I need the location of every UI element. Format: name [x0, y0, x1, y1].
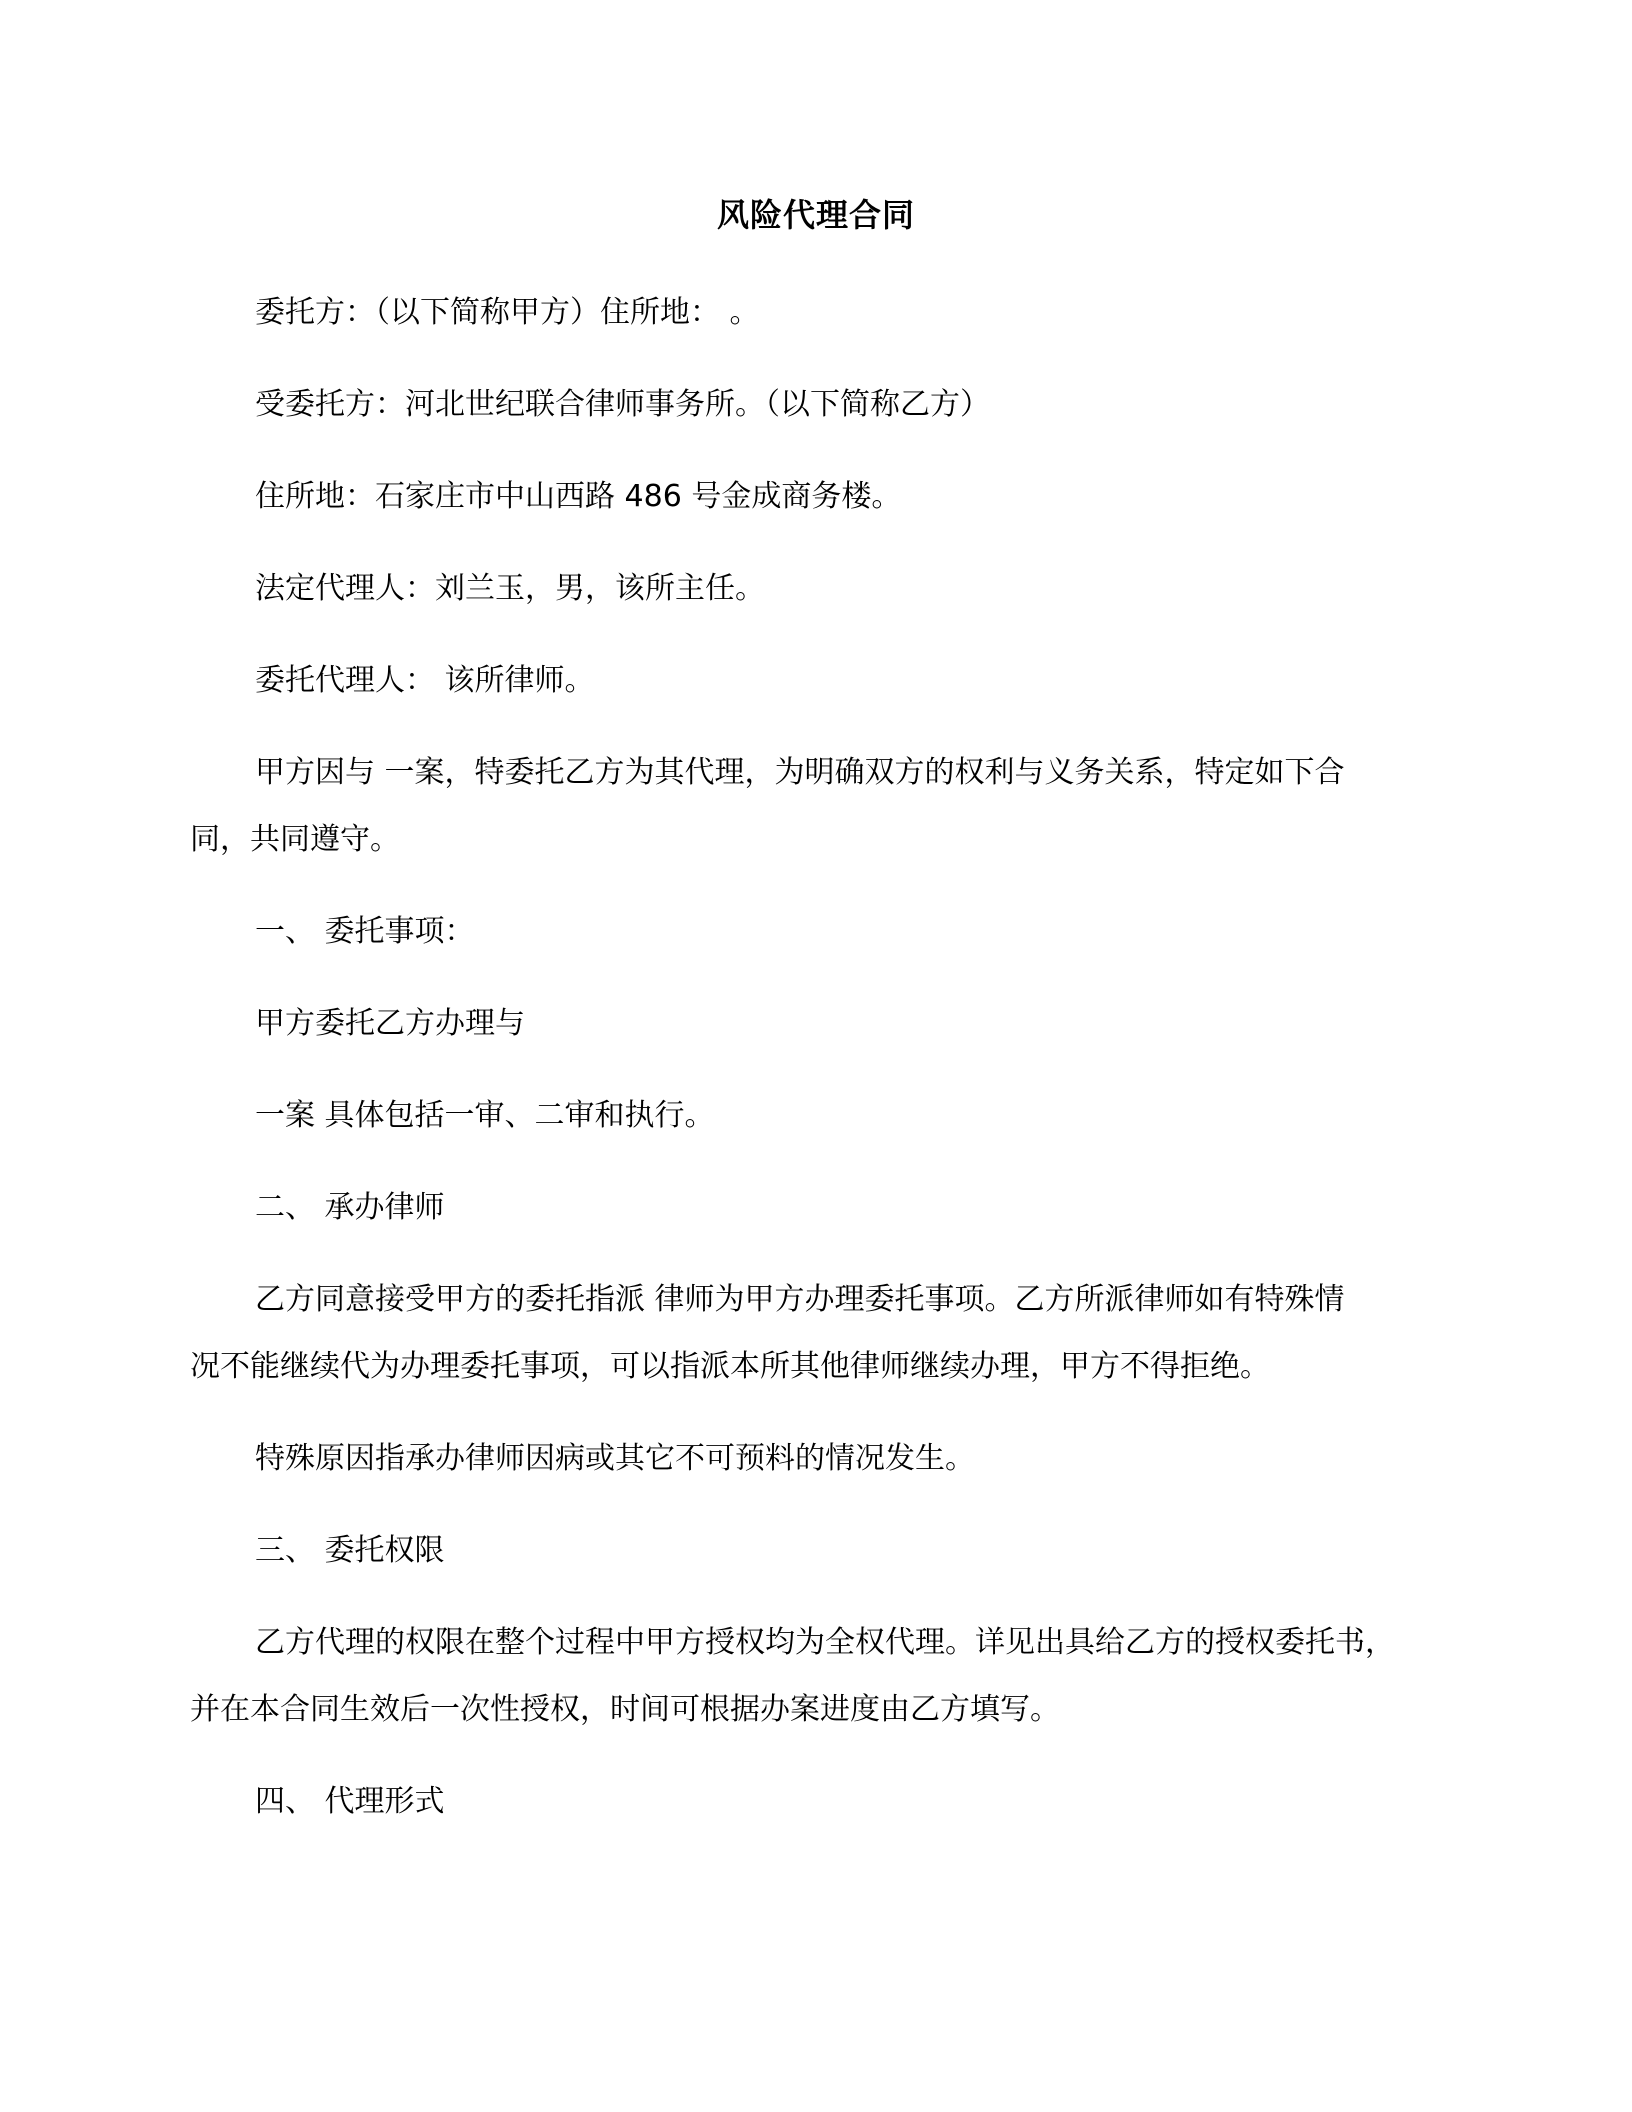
- section-2-heading: 二、 承办律师: [255, 1190, 445, 1225]
- agent-line: 受委托方：河北世纪联合律师事务所。（以下简称乙方）: [255, 387, 990, 422]
- section-3-heading: 三、 委托权限: [255, 1533, 445, 1568]
- section-3-paragraph-line-2: 并在本合同生效后一次性授权，时间可根据办案进度由乙方填写。: [190, 1692, 1060, 1727]
- section-4-heading: 四、 代理形式: [255, 1784, 445, 1819]
- section-2-paragraph-2: 特殊原因指承办律师因病或其它不可预料的情况发生。: [255, 1441, 975, 1476]
- section-2-paragraph-1-line-2: 况不能继续代为办理委托事项，可以指派本所其他律师继续办理，甲方不得拒绝。: [190, 1349, 1270, 1384]
- intro-paragraph-line-1: 甲方因与 一案，特委托乙方为其代理，为明确双方的权利与义务关系，特定如下合: [255, 755, 1345, 790]
- section-3-paragraph-line-1: 乙方代理的权限在整个过程中甲方授权均为全权代理。详见出具给乙方的授权委托书，: [255, 1625, 1395, 1660]
- client-line: 委托方：（以下简称甲方）住所地： 。: [255, 295, 760, 330]
- section-1-paragraph-2: 一案 具体包括一审、二审和执行。: [255, 1098, 715, 1133]
- address-line: 住所地：石家庄市中山西路 486 号金成商务楼。: [255, 479, 902, 514]
- attorney-line: 委托代理人： 该所律师。: [255, 663, 595, 698]
- section-1-paragraph-1: 甲方委托乙方办理与: [255, 1006, 525, 1041]
- section-2-paragraph-1-line-1: 乙方同意接受甲方的委托指派 律师为甲方办理委托事项。乙方所派律师如有特殊情: [255, 1282, 1345, 1317]
- intro-paragraph-line-2: 同，共同遵守。: [190, 822, 400, 857]
- document-title: 风险代理合同: [716, 196, 915, 234]
- section-1-heading: 一、 委托事项：: [255, 914, 475, 949]
- legal-rep-line: 法定代理人：刘兰玉，男，该所主任。: [255, 571, 765, 606]
